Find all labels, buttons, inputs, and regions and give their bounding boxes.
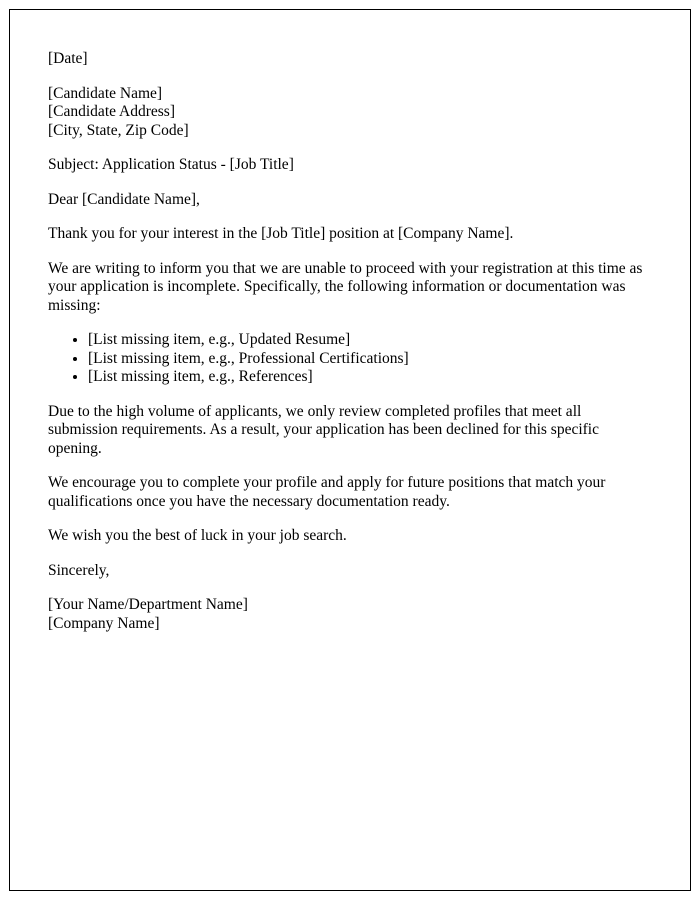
paragraph-incomplete: We are writing to inform you that we are unable to proceed with your registration at this time as your application is incomplete. Specifically, the following information or documentation was missing: (48, 259, 643, 314)
salutation: Dear [Candidate Name], (48, 190, 200, 208)
missing-item: • [List missing item, e.g., Updated Resume] (88, 331, 652, 350)
letter-date: [Date] (48, 50, 88, 67)
signature-block (48, 596, 652, 633)
paragraph-thanks: Thank you for your interest in the [Job Title] position at [Company Name]. (48, 225, 514, 242)
paragraph-encourage: We encourage you to complete your profile and apply for future positions that match your qualifications once you have the necessary documentation ready. (48, 474, 606, 510)
paragraph-wish: We wish you the best of luck in your job search. (48, 527, 347, 544)
recipient-address: [Candidate Address] (48, 103, 175, 120)
signature-company: [Company Name] (48, 614, 160, 632)
missing-items-list (48, 331, 652, 387)
missing-item: • [List missing item, e.g., References] (88, 368, 652, 387)
letter-page (9, 9, 691, 891)
closing: Sincerely, (48, 561, 110, 579)
missing-item: • [List missing item, e.g., Professional Certifications] (88, 350, 652, 369)
recipient-address-block (48, 85, 652, 141)
paragraph-declined: Due to the high volume of applicants, we only review completed profiles that meet all submission requirements. As a result, your application has been declined for this specific opening. (48, 402, 599, 457)
recipient-name: [Candidate Name] (48, 84, 163, 102)
subject-line: Subject: Application Status - [Job Title] (48, 156, 294, 173)
letter-body (48, 50, 652, 633)
signature-name: [Your Name/Department Name] (48, 596, 248, 613)
recipient-city-state-zip: [City, State, Zip Code] (48, 121, 189, 139)
